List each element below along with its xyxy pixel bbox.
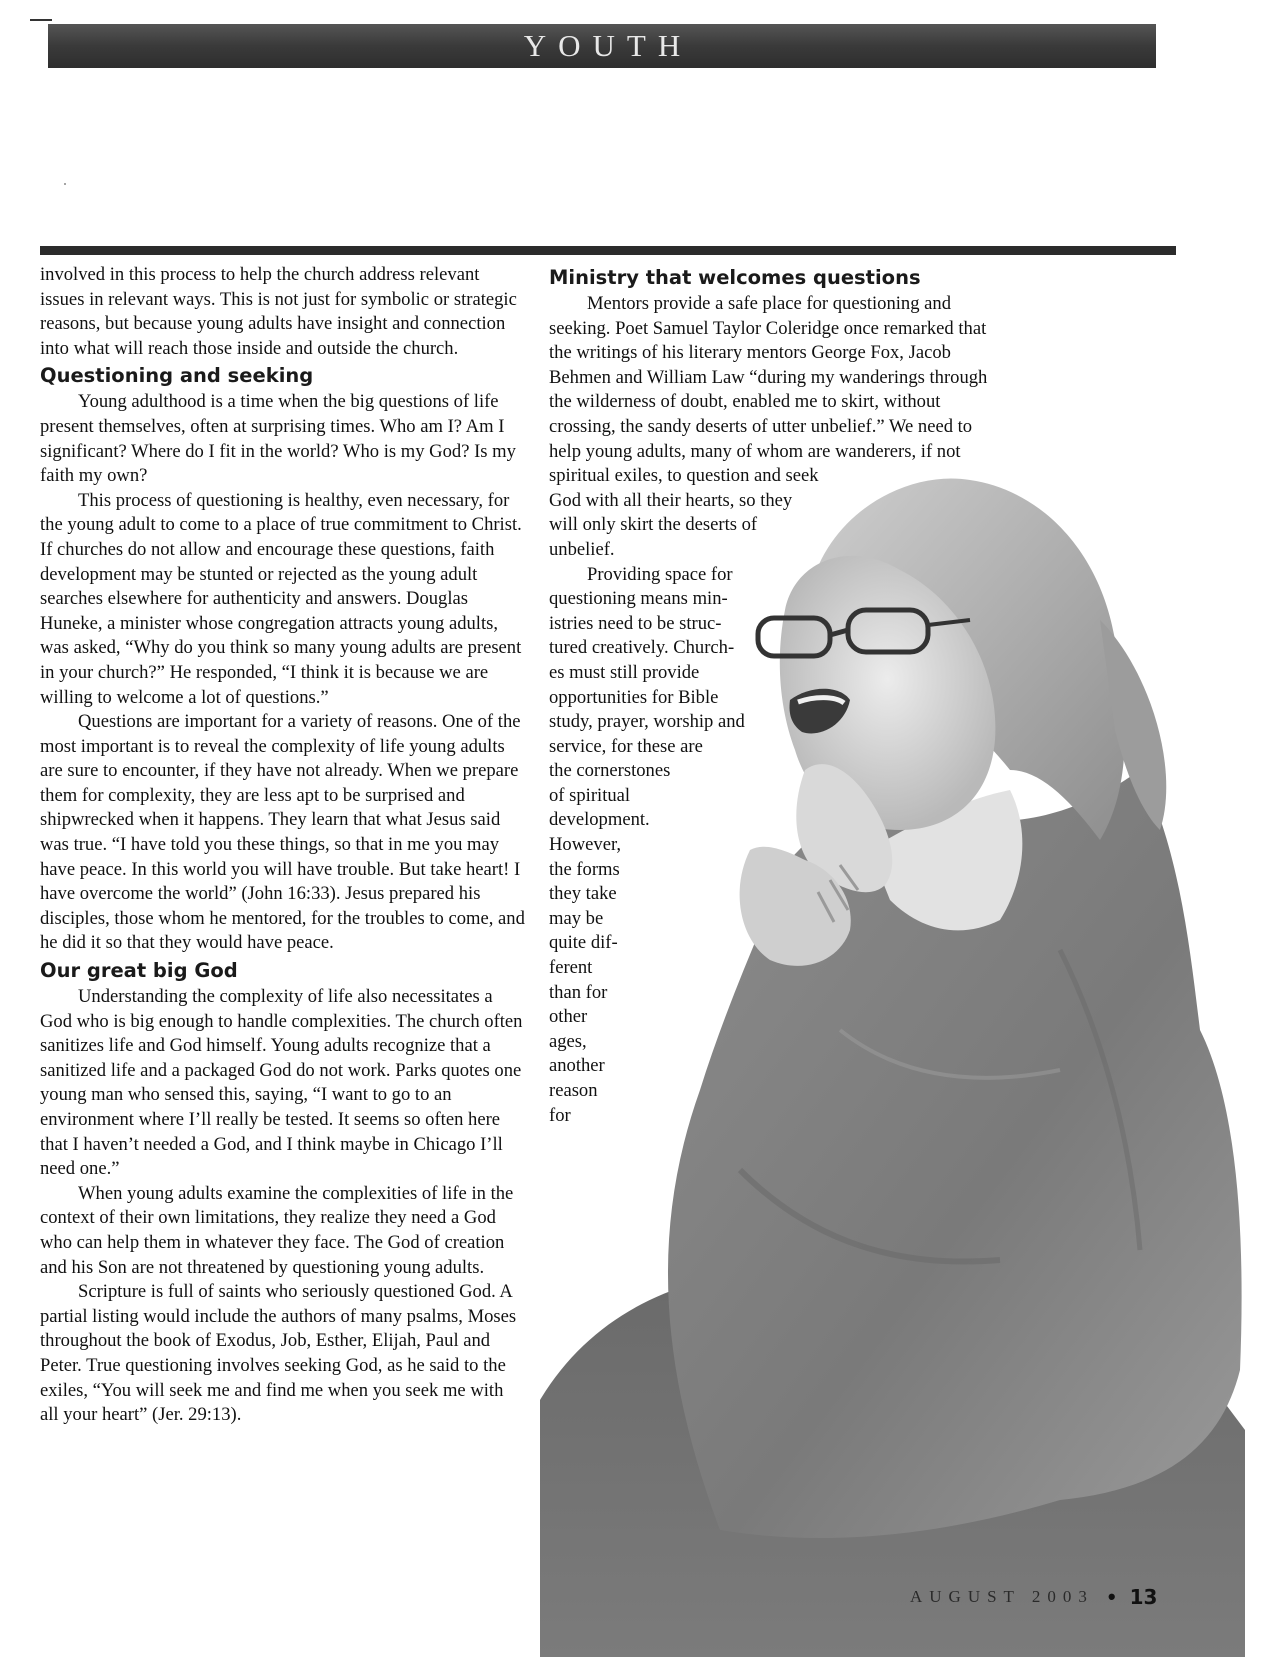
horizontal-rule bbox=[40, 246, 1176, 255]
paragraph-providing-space bbox=[549, 563, 1029, 1129]
text-line: service, for these are bbox=[549, 735, 703, 757]
paragraph: Scripture is full of saints who seriously questioned God. A partial listing would include the authors of many psalms, Moses throughout the book of Exodus, Job, Esther, Elijah, Paul and Peter. True questioning involves seeking God, as he said to the exiles, “You will seek me and find me when you seek me with all your heart” (Jer. 29:13). bbox=[40, 1281, 517, 1426]
paragraph-mentors bbox=[549, 292, 1029, 563]
text-line: reason bbox=[549, 1080, 598, 1101]
text-line: they take bbox=[549, 883, 617, 905]
heading-ministry: Ministry that welcomes questions bbox=[549, 266, 921, 289]
footer-bullet: • bbox=[1107, 1584, 1116, 1609]
text-line: istries need to be struc- bbox=[549, 612, 722, 634]
heading-questioning: Questioning and seeking bbox=[40, 364, 314, 388]
text-line: may be bbox=[549, 907, 604, 929]
speck bbox=[64, 183, 66, 185]
right-column bbox=[549, 263, 1029, 1128]
page-footer bbox=[910, 1582, 1180, 1612]
text-line: will only skirt the deserts of bbox=[549, 514, 758, 536]
heading-great-big-god: Our great big God bbox=[40, 959, 238, 983]
text-line: quite dif- bbox=[549, 932, 618, 954]
text-line: crossing, the sandy deserts of utter unbelief.” We need to bbox=[549, 415, 973, 437]
text-line: another bbox=[549, 1055, 605, 1077]
paragraph: Understanding the complexity of life also necessitates a God who is big enough to handle complexities. The church often sanitizes life and God himself. Young adults recognize that a sanitized life and a packaged God do not work. Parks quotes one young man who sensed this, saying, “I want to go to an environment where I’ll really be tested. It seems so often here that I haven’t needed a God, and I think maybe in Chicago I’ll need one.” bbox=[40, 986, 523, 1180]
text-line: Mentors provide a safe place for questioning and bbox=[587, 293, 952, 314]
text-line: Behmen and William Law “during my wanderings through bbox=[549, 366, 988, 388]
text-line: than for bbox=[549, 981, 608, 1003]
text-line: es must still provide bbox=[549, 661, 700, 683]
section-title: YOUTH bbox=[523, 28, 693, 63]
text-line: for bbox=[549, 1104, 571, 1126]
text-line: opportunities for Bible bbox=[549, 686, 719, 708]
paragraph: Young adulthood is a time when the big questions of life present themselves, often at surprising times. Who am I? Am I significant? Where do I fit in the world? Who is my God? Is my faith my own? bbox=[40, 391, 516, 487]
paragraph: This process of questioning is healthy, even necessary, for the young adult to come to a place of true commitment to Christ. If churches do not allow and encourage these questions, faith development may be stunted or rejected as the young adult searches elsewhere for authenticity and answers. Douglas Huneke, a minister whose congregation attracts young adults, was asked, “Why do you think so many young adults are present in your church?” He responded, “I think it is because we are willing to welcome a lot of questions.” bbox=[40, 489, 522, 708]
text-line: study, prayer, worship and bbox=[549, 711, 745, 733]
text-line: the wilderness of doubt, enabled me to skirt, without bbox=[549, 391, 941, 413]
text-line: other bbox=[549, 1006, 588, 1028]
text-line: ages, bbox=[549, 1030, 587, 1052]
left-column bbox=[40, 263, 526, 1428]
paragraph: When young adults examine the complexities of life in the context of their own limitations, they realize they need a God who can help them in whatever they face. The God of creation and his Son are not threatened by questioning young adults. bbox=[40, 1182, 514, 1278]
text-line: the cornerstones bbox=[549, 760, 671, 782]
text-line: the forms bbox=[549, 858, 620, 880]
text-line: unbelief. bbox=[549, 538, 615, 560]
text-line: seeking. Poet Samuel Taylor Coleridge once remarked that bbox=[549, 317, 987, 339]
text-line: Providing space for bbox=[587, 563, 733, 585]
text-line: development. bbox=[549, 809, 650, 831]
text-line: However, bbox=[549, 834, 622, 856]
paragraph-intro: involved in this process to help the church address relevant issues in relevant ways. This is not just for symbolic or strategic reasons, but because young adults have insight and connection into what will reach those inside and outside the church. bbox=[40, 264, 517, 359]
page-number: 13 bbox=[1129, 1585, 1158, 1609]
issue-date: AUGUST 2003 bbox=[910, 1587, 1094, 1606]
corner-crop-mark bbox=[30, 19, 52, 21]
text-line: ferent bbox=[549, 957, 593, 979]
text-line: tured creatively. Church- bbox=[549, 637, 735, 659]
text-line: spiritual exiles, to question and seek bbox=[549, 465, 819, 487]
text-line: help young adults, many of whom are wanderers, if not bbox=[549, 440, 961, 462]
text-line: of spiritual bbox=[549, 784, 631, 806]
text-line: questioning means min- bbox=[549, 588, 728, 610]
text-line: the writings of his literary mentors George Fox, Jacob bbox=[549, 342, 951, 364]
text-line: God with all their hearts, so they bbox=[549, 489, 793, 511]
section-header-bar bbox=[48, 24, 1156, 68]
paragraph: Questions are important for a variety of reasons. One of the most important is to reveal the complexity of life young adults are sure to encounter, if they have not already. When we prepare them for complexity, they are less apt to be surprised and shipwrecked when it happens. They learn that what Jesus said was true. “I have told you these things, so that in me you may have peace. In this world you will have trouble. But take heart! I have overcome the world” (John 16:33). Jesus prepared his disciples, those whom he mentored, for the troubles to come, and he did it so that they would have peace. bbox=[40, 711, 525, 954]
